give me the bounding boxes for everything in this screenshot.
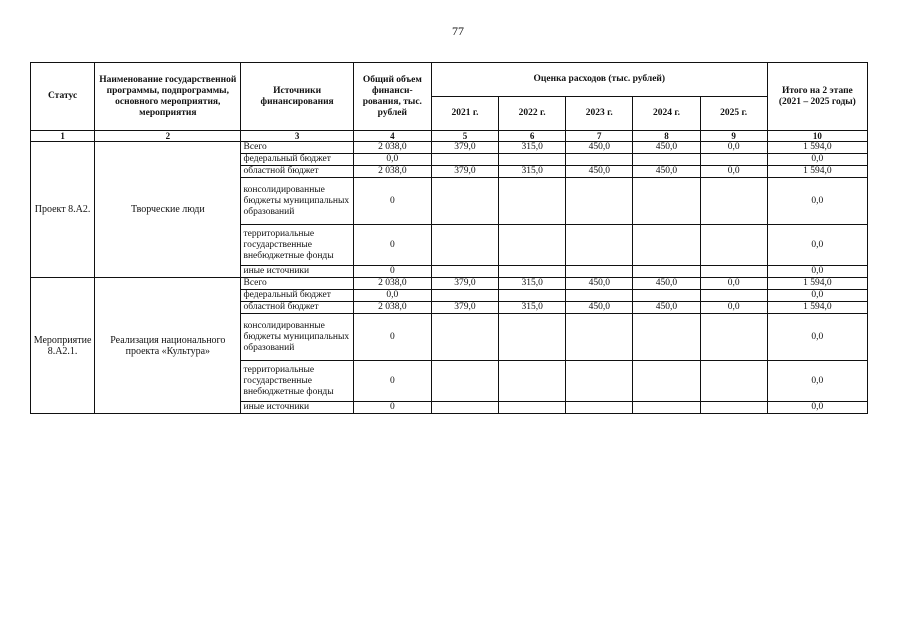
year-value-cell: 379,0 — [431, 142, 498, 154]
column-index: 2 — [95, 131, 241, 142]
year-value-cell — [633, 290, 700, 302]
year-value-cell — [499, 154, 566, 166]
sum-cell: 1 594,0 — [767, 142, 867, 154]
sum-cell: 0,0 — [767, 266, 867, 278]
year-value-cell — [566, 314, 633, 361]
year-value-cell — [700, 154, 767, 166]
year-value-cell — [633, 154, 700, 166]
year-value-cell — [499, 178, 566, 225]
sum-cell: 0,0 — [767, 225, 867, 266]
header-sources: Источники финансирования — [241, 63, 353, 131]
sum-cell: 0,0 — [767, 178, 867, 225]
year-value-cell: 379,0 — [431, 302, 498, 314]
funding-source-cell: Всего — [241, 278, 353, 290]
year-value-cell — [499, 290, 566, 302]
table-row — [31, 142, 868, 154]
year-value-cell — [633, 178, 700, 225]
total-cell: 0,0 — [353, 290, 431, 302]
year-value-cell — [633, 266, 700, 278]
year-value-cell — [499, 361, 566, 402]
year-value-cell: 450,0 — [633, 142, 700, 154]
budget-table — [30, 62, 868, 414]
year-value-cell — [566, 178, 633, 225]
year-value-cell — [700, 402, 767, 414]
year-value-cell: 450,0 — [633, 302, 700, 314]
funding-source-cell: областной бюджет — [241, 166, 353, 178]
year-value-cell: 450,0 — [566, 278, 633, 290]
funding-source-cell: областной бюджет — [241, 302, 353, 314]
total-cell: 0 — [353, 314, 431, 361]
program-name-cell: Творческие люди — [95, 142, 241, 278]
header-year: 2023 г. — [566, 97, 633, 131]
total-cell: 0 — [353, 402, 431, 414]
year-value-cell — [700, 361, 767, 402]
year-value-cell — [431, 225, 498, 266]
header-year: 2025 г. — [700, 97, 767, 131]
year-value-cell: 315,0 — [499, 142, 566, 154]
sum-cell: 1 594,0 — [767, 166, 867, 178]
sum-cell: 0,0 — [767, 314, 867, 361]
year-value-cell — [499, 225, 566, 266]
year-value-cell — [633, 314, 700, 361]
year-value-cell: 379,0 — [431, 278, 498, 290]
year-value-cell — [566, 361, 633, 402]
year-value-cell: 379,0 — [431, 166, 498, 178]
year-value-cell: 315,0 — [499, 302, 566, 314]
sum-cell: 0,0 — [767, 290, 867, 302]
funding-source-cell: иные источники — [241, 266, 353, 278]
year-value-cell: 450,0 — [566, 166, 633, 178]
year-value-cell — [700, 225, 767, 266]
column-index: 4 — [353, 131, 431, 142]
header-sum: Итого на 2 этапе (2021 – 2025 годы) — [767, 63, 867, 131]
page-number: 77 — [452, 24, 464, 38]
total-cell: 0 — [353, 178, 431, 225]
column-index: 3 — [241, 131, 353, 142]
year-value-cell — [700, 314, 767, 361]
total-cell: 2 038,0 — [353, 166, 431, 178]
header-year: 2022 г. — [499, 97, 566, 131]
header-estimate: Оценка расходов (тыс. рублей) — [431, 63, 767, 97]
year-value-cell — [499, 266, 566, 278]
year-value-cell: 0,0 — [700, 166, 767, 178]
column-index: 7 — [566, 131, 633, 142]
sum-cell: 0,0 — [767, 402, 867, 414]
funding-source-cell: территориальные государственные внебюджетные фонды — [241, 361, 353, 402]
funding-source-cell: консолидированные бюджеты муниципальных образований — [241, 314, 353, 361]
year-value-cell — [431, 314, 498, 361]
year-value-cell — [700, 290, 767, 302]
year-value-cell — [566, 154, 633, 166]
funding-source-cell: консолидированные бюджеты муниципальных образований — [241, 178, 353, 225]
table-row — [31, 278, 868, 290]
year-value-cell: 0,0 — [700, 142, 767, 154]
program-name-cell: Реализация национального проекта «Культура» — [95, 278, 241, 414]
column-index: 9 — [700, 131, 767, 142]
total-cell: 2 038,0 — [353, 302, 431, 314]
header-name: Наименование государственной программы, подпрограммы, основного мероприятия, мероприятия — [95, 63, 241, 131]
year-value-cell — [633, 225, 700, 266]
funding-source-cell: федеральный бюджет — [241, 154, 353, 166]
year-value-cell — [499, 402, 566, 414]
year-value-cell — [431, 402, 498, 414]
year-value-cell — [633, 361, 700, 402]
year-value-cell — [700, 178, 767, 225]
year-value-cell — [431, 290, 498, 302]
year-value-cell: 315,0 — [499, 166, 566, 178]
year-value-cell — [566, 225, 633, 266]
sum-cell: 1 594,0 — [767, 278, 867, 290]
column-index: 5 — [431, 131, 498, 142]
year-value-cell — [499, 314, 566, 361]
sum-cell: 0,0 — [767, 154, 867, 166]
column-index: 1 — [31, 131, 95, 142]
column-index: 10 — [767, 131, 867, 142]
column-index: 8 — [633, 131, 700, 142]
funding-source-cell: Всего — [241, 142, 353, 154]
year-value-cell: 0,0 — [700, 278, 767, 290]
year-value-cell: 0,0 — [700, 302, 767, 314]
year-value-cell: 450,0 — [566, 142, 633, 154]
status-cell: Проект 8.А2. — [31, 142, 95, 278]
year-value-cell — [700, 266, 767, 278]
sum-cell: 1 594,0 — [767, 302, 867, 314]
funding-source-cell: территориальные государственные внебюджетные фонды — [241, 225, 353, 266]
column-index: 6 — [499, 131, 566, 142]
funding-source-cell: федеральный бюджет — [241, 290, 353, 302]
total-cell: 0 — [353, 225, 431, 266]
year-value-cell — [566, 290, 633, 302]
year-value-cell — [431, 154, 498, 166]
year-value-cell — [431, 361, 498, 402]
total-cell: 0 — [353, 361, 431, 402]
total-cell: 2 038,0 — [353, 142, 431, 154]
funding-source-cell: иные источники — [241, 402, 353, 414]
header-year: 2021 г. — [431, 97, 498, 131]
sum-cell: 0,0 — [767, 361, 867, 402]
year-value-cell: 315,0 — [499, 278, 566, 290]
total-cell: 0,0 — [353, 154, 431, 166]
header-status: Статус — [31, 63, 95, 131]
year-value-cell: 450,0 — [566, 302, 633, 314]
year-value-cell — [566, 402, 633, 414]
total-cell: 2 038,0 — [353, 278, 431, 290]
year-value-cell — [566, 266, 633, 278]
year-value-cell — [431, 266, 498, 278]
header-year: 2024 г. — [633, 97, 700, 131]
status-cell: Мероприятие 8.А2.1. — [31, 278, 95, 414]
header-total: Общий объем финанси-рования, тыс. рублей — [353, 63, 431, 131]
year-value-cell: 450,0 — [633, 278, 700, 290]
year-value-cell: 450,0 — [633, 166, 700, 178]
total-cell: 0 — [353, 266, 431, 278]
year-value-cell — [431, 178, 498, 225]
year-value-cell — [633, 402, 700, 414]
